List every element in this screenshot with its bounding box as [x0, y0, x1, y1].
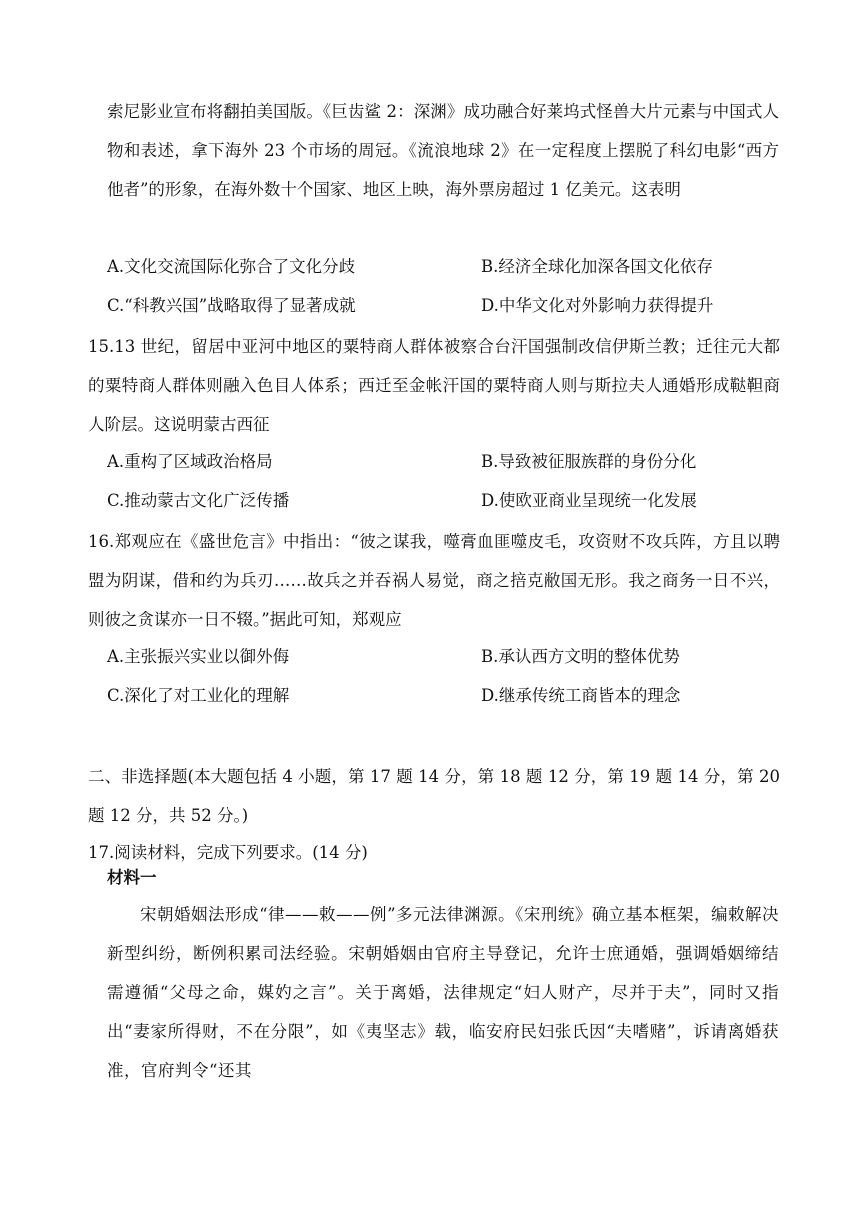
q16-stem: 16.郑观应在《盛世危言》中指出：“彼之谋我，噬膏血匪噬皮毛，攻资财不攻兵阵，方且以聘盟为阴谋，借和约为兵刃……故兵之并吞祸人易觉，商之掊克敝国无形。我之商务一日不兴，则彼之贪谋亦一日不辍。”据此可知，郑观应: [88, 532, 780, 629]
material-text: 宋朝婚姻法形成“律——敕——例”多元法律渊源。《宋刑统》确立基本框架，编敕解决新型纠纷，断例积累司法经验。宋朝婚姻由官府主导登记，允许士庶通婚，强调婚姻缔结需遵循“父母之命，媒妁之言”。关于离婚，法律规定“妇人财产，尽并于夫”，同时又指出“妻家所得财，不在分限”，如《夷坚志》载，临安府民妇张氏因“夫嗜赌”，诉请离婚获准，官府判令“还其: [107, 905, 779, 1080]
material-label: 材料一: [107, 868, 157, 887]
q15-stem: 15.13 世纪，留居中亚河中地区的粟特商人群体被察合台汗国强制改信伊斯兰教；迁往元大都的粟特商人群体则融入色目人体系；西迁至金帐汗国的粟特商人则与斯拉夫人通婚形成鞑靼商人阶层。这说明蒙古西征: [88, 337, 780, 434]
section-heading: 二、非选择题(本大题包括 4 小题，第 17 题 14 分，第 18 题 12 分，第 19 题 14 分，第 20 题 12 分，共 52 分。): [88, 767, 780, 825]
q15-option-c: C.推动蒙古文化广泛传播: [107, 491, 290, 510]
q14-option-c: C.“科教兴国”战略取得了显著成就: [107, 296, 356, 315]
q15-option-d: D.使欧亚商业呈现统一化发展: [481, 491, 697, 510]
q16-option-c: C.深化了对工业化的理解: [107, 686, 290, 705]
q14-option-b: B.经济全球化加深各国文化依存: [481, 257, 713, 276]
q15-option-a: A.重构了区域政治格局: [107, 452, 273, 471]
q14-stem-continuation: 索尼影业宣布将翻拍美国版。《巨齿鲨 2：深渊》成功融合好莱坞式怪兽大片元素与中国式人物和表述，拿下海外 23 个市场的周冠。《流浪地球 2》在一定程度上摆脱了科幻电影“西方他者”的形象，在海外数十个国家、地区上映，海外票房超过 1 亿美元。这表明: [107, 102, 779, 199]
q17-stem: 17.阅读材料，完成下列要求。(14 分): [88, 843, 368, 862]
q16-option-b: B.承认西方文明的整体优势: [481, 647, 680, 666]
q16-option-a: A.主张振兴实业以御外侮: [107, 647, 290, 666]
q14-option-a: A.文化交流国际化弥合了文化分歧: [107, 257, 356, 276]
q14-option-d: D.中华文化对外影响力获得提升: [481, 296, 714, 315]
q16-option-d: D.继承传统工商皆本的理念: [481, 686, 681, 705]
q15-option-b: B.导致被征服族群的身份分化: [481, 452, 697, 471]
